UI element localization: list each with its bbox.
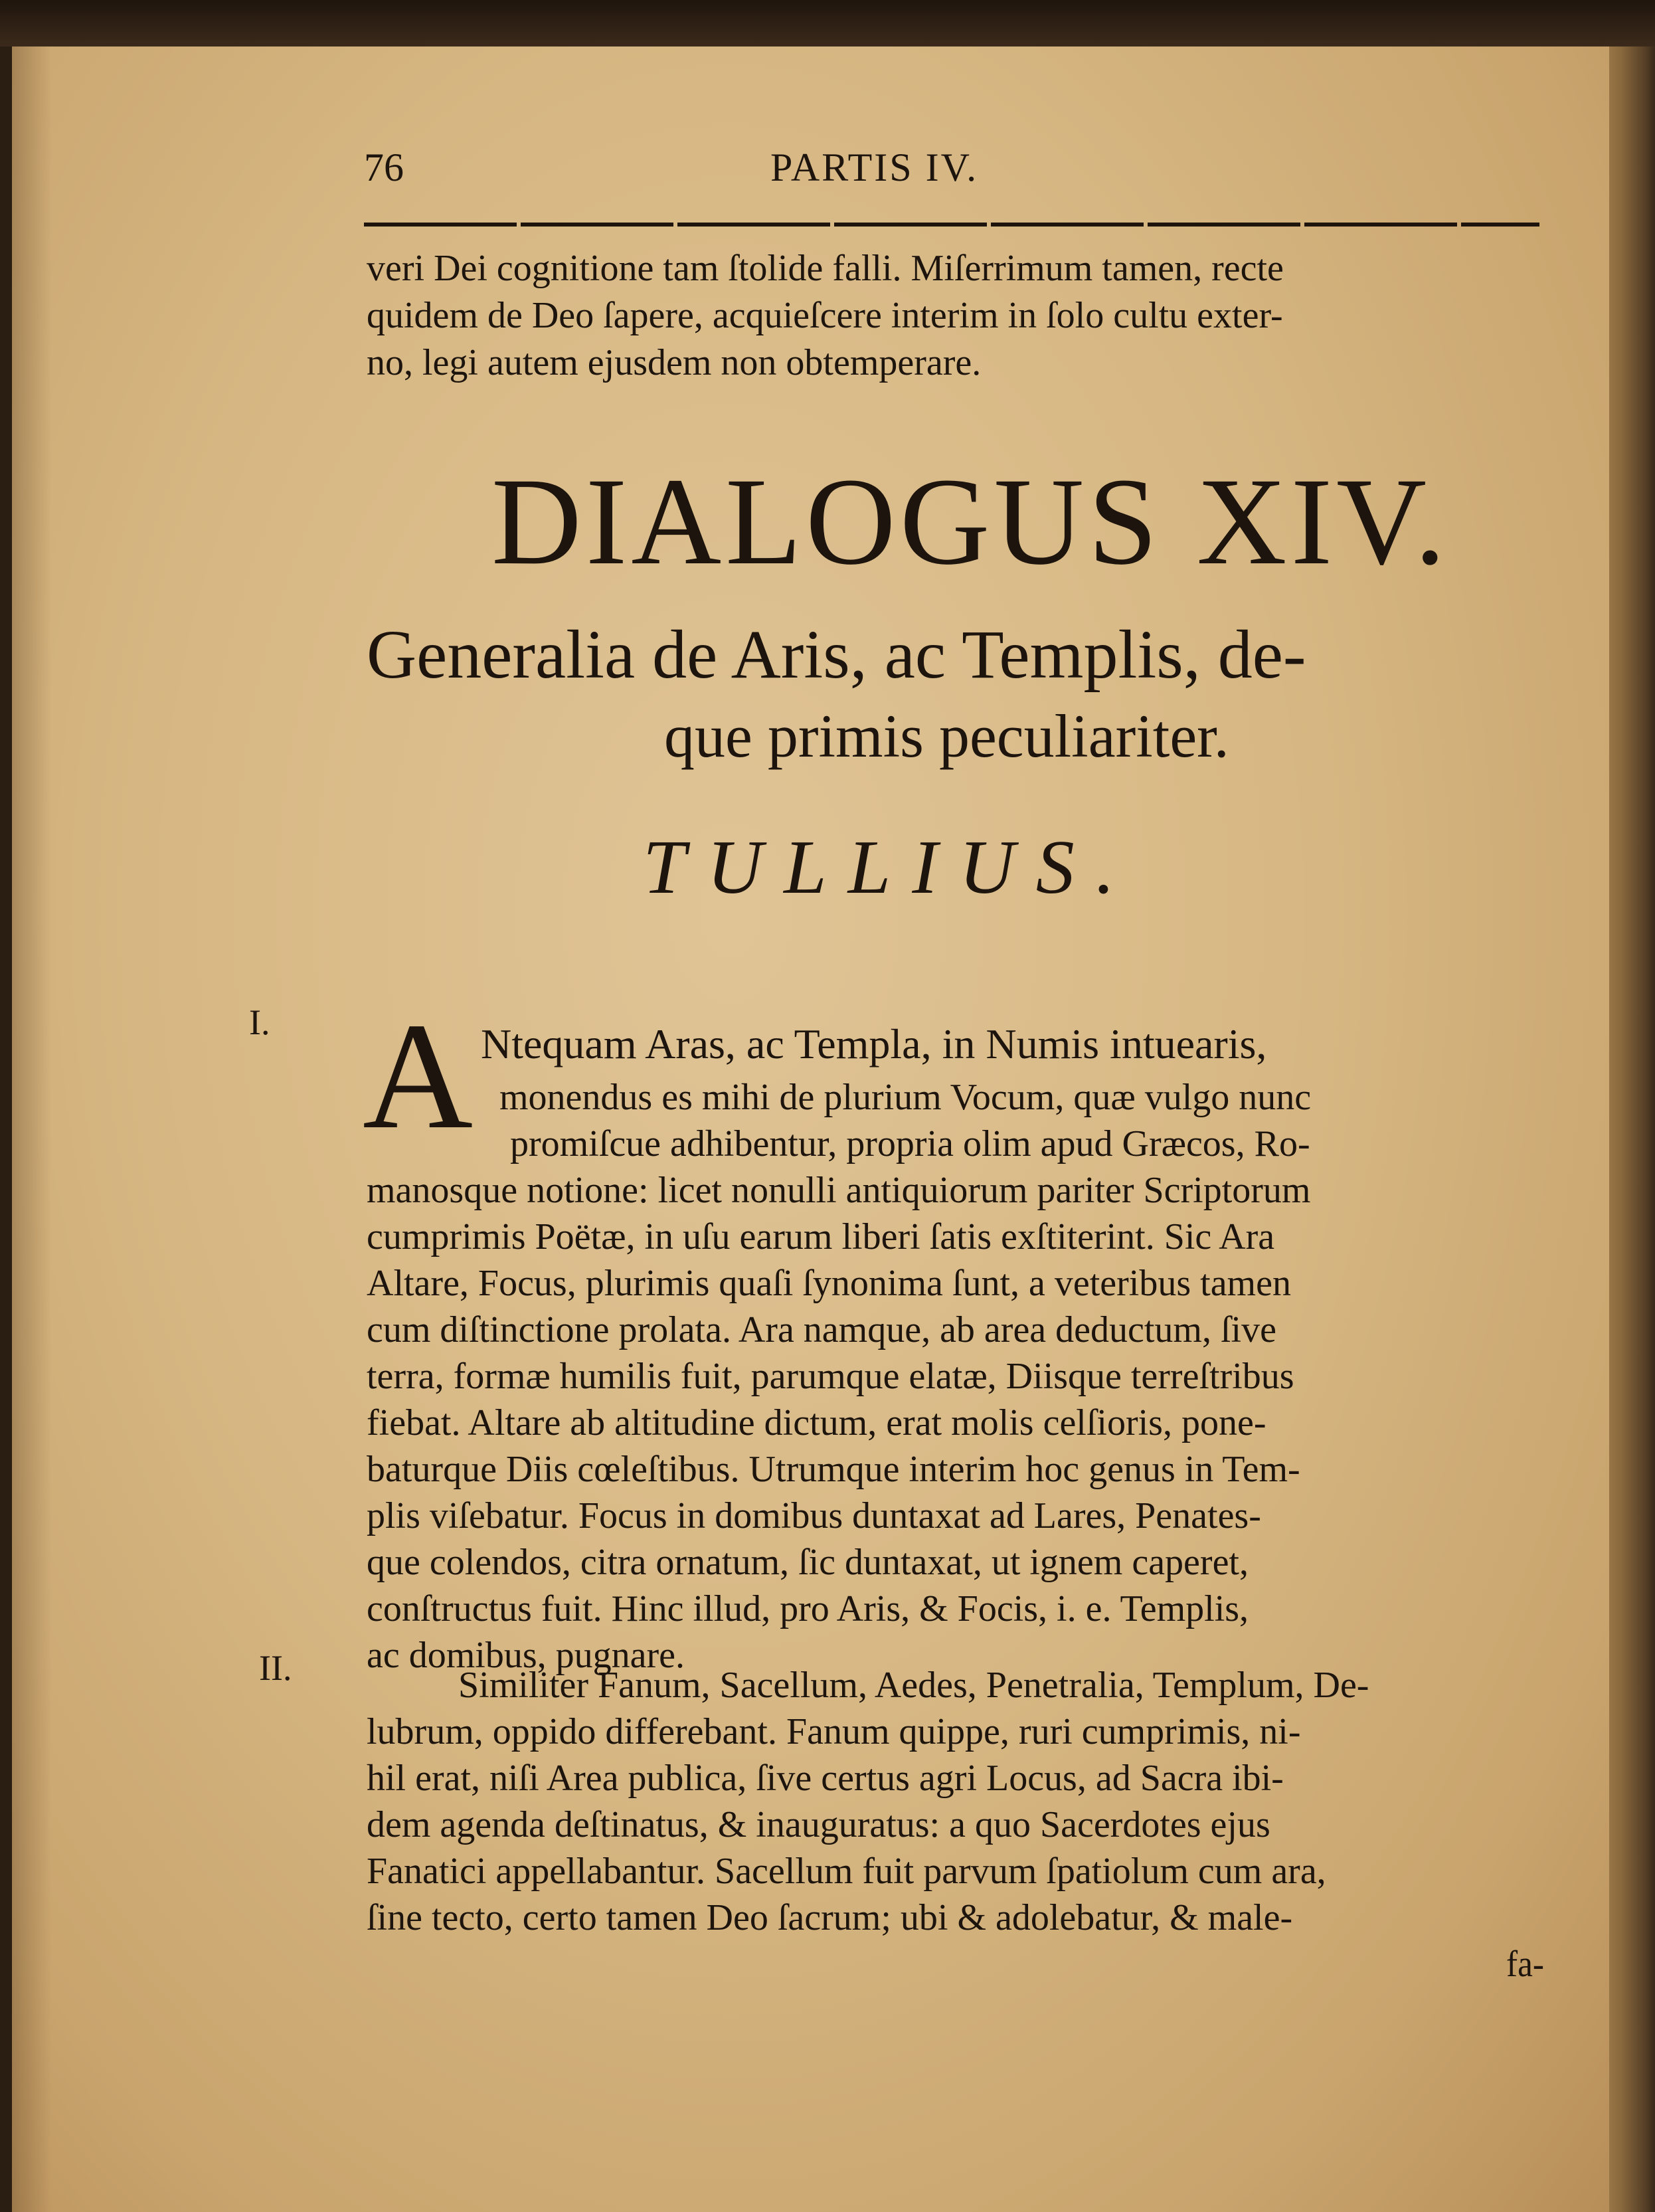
paragraph-line: Altare, Focus, plurimis quaſi ſynonima ſunt, a veteribus tamen <box>367 1263 1291 1304</box>
paragraph-line: cum diſtinctione prolata. Ara namque, ab area deductum, ſive <box>367 1309 1276 1350</box>
intro-line: veri Dei cognitione tam ſtolide falli. Miſerrimum tamen, recte <box>367 248 1284 289</box>
header-rule <box>364 223 1539 227</box>
paragraph-line: ac domibus, pugnare. <box>367 1635 685 1676</box>
paragraph-line: dem agenda deſtinatus, & inauguratus: a quo Sacerdotes ejus <box>367 1804 1270 1845</box>
paragraph-line: Fanatici appellabantur. Sacellum fuit parvum ſpatiolum cum ara, <box>367 1851 1326 1892</box>
paragraph-line: Ntequam Aras, ac Templa, in Numis intuearis, <box>481 1020 1267 1067</box>
book-top-edge <box>0 0 1655 46</box>
margin-section-number: II. <box>259 1648 292 1688</box>
paragraph-line: cumprimis Poëtæ, in uſu earum liberi ſatis exſtiterint. Sic Ara <box>367 1216 1275 1257</box>
paragraph-line: fiebat. Altare ab altitudine dictum, erat molis celſioris, pone- <box>367 1402 1266 1443</box>
paragraph-line: manosque notione: licet nonulli antiquiorum pariter Scriptorum <box>367 1170 1311 1211</box>
paragraph-line: plis viſebatur. Focus in domibus duntaxat ad Lares, Penates- <box>367 1495 1261 1536</box>
dialogue-title: DIALOGUS XIV. <box>491 452 1450 591</box>
margin-section-number: I. <box>249 1002 270 1042</box>
paragraph-line: hil erat, niſi Area publica, ſive certus agri Locus, ad Sacra ibi- <box>367 1758 1284 1799</box>
binding-shadow <box>12 46 52 2212</box>
page-number: 76 <box>364 145 404 189</box>
paragraph-line: que colendos, citra ornatum, ſic duntaxat, ut ignem caperet, <box>367 1542 1249 1583</box>
paragraph-line: Similiter Fanum, Sacellum, Aedes, Penetralia, Templum, De- <box>458 1665 1369 1706</box>
paragraph-line: lubrum, oppido differebant. Fanum quippe, ruri cumprimis, ni- <box>367 1711 1301 1752</box>
intro-line: quidem de Deo ſapere, acquieſcere interim in ſolo cultu exter- <box>367 295 1283 336</box>
paragraph-line: promiſcue adhibentur, propria olim apud Græcos, Ro- <box>510 1123 1310 1164</box>
paragraph-line: baturque Diis cœleſtibus. Utrumque interim hoc genus in Tem- <box>367 1449 1300 1490</box>
drop-cap: A <box>363 991 474 1160</box>
dialogue-subtitle: que primis peculiariter. <box>664 702 1229 770</box>
paragraph-line: terra, formæ humilis fuit, parumque elatæ, Diisque terreſtribus <box>367 1356 1294 1397</box>
running-title: PARTIS IV. <box>770 145 979 189</box>
paragraph-line: monendus es mihi de plurium Vocum, quæ vulgo nunc <box>499 1077 1312 1118</box>
catchword: fa- <box>1506 1944 1544 1985</box>
speaker-name: TULLIUS. <box>643 825 1136 910</box>
intro-line: no, legi autem ejusdem non obtemperare. <box>367 342 982 383</box>
dialogue-subtitle: Generalia de Aris, ac Templis, de- <box>367 616 1306 693</box>
paragraph-line: conſtructus fuit. Hinc illud, pro Aris, & Focis, i. e. Templis, <box>367 1588 1249 1629</box>
paragraph-line: ſine tecto, certo tamen Deo ſacrum; ubi & adolebatur, & male- <box>367 1897 1293 1938</box>
